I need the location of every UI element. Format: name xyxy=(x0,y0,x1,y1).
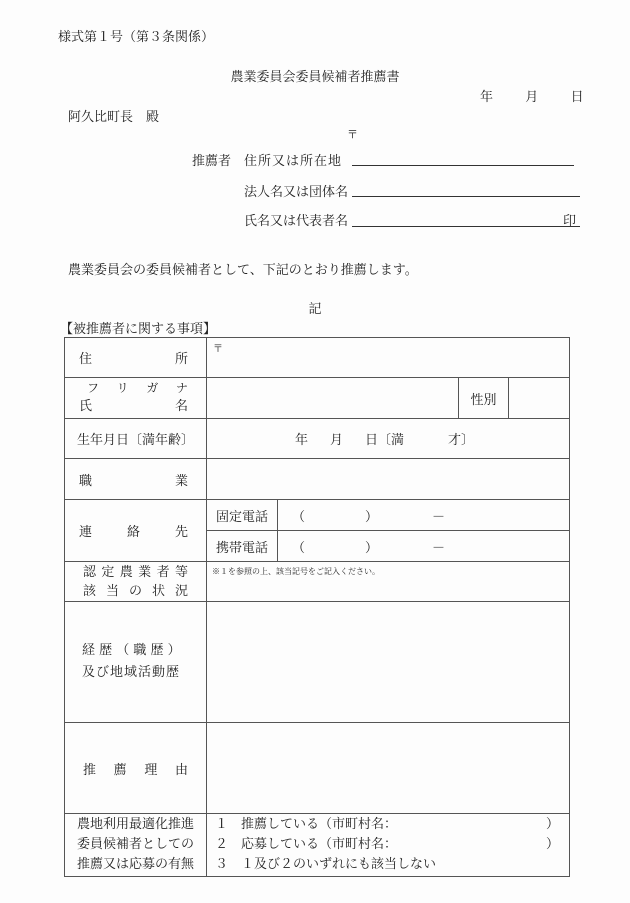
furigana-char: ガ xyxy=(146,381,159,395)
option-close: ） xyxy=(545,817,559,832)
row-address xyxy=(65,338,570,378)
label-char: 農 xyxy=(119,564,133,580)
nominee-table xyxy=(64,337,570,877)
mobile-label: 携帯電話 xyxy=(207,531,278,562)
certified-label-cell xyxy=(65,562,207,602)
career-label-line1: 経 歴 （ 職 歴 ） xyxy=(82,643,181,658)
option-text: １ 推薦している（市町村名： xyxy=(215,817,398,832)
date-year: 年 xyxy=(480,90,494,105)
option-text: ３ １及び２のいずれにも該当しない xyxy=(215,857,437,872)
birth-input-cell[interactable] xyxy=(207,419,570,459)
open-paren: （ xyxy=(292,540,306,556)
option-close: ） xyxy=(545,837,559,852)
optimization-label-line: 推薦又は応募の有無 xyxy=(76,857,194,872)
reason-label-char: 理 xyxy=(144,762,158,778)
birth-day: 日〔満 xyxy=(365,433,405,448)
close-paren: ） xyxy=(365,540,379,556)
label-char: 当 xyxy=(105,583,119,599)
statement: 農業委員会の委員候補者として、下記のとおり推薦します。 xyxy=(68,263,418,278)
date-line xyxy=(480,86,584,105)
row-reason xyxy=(65,723,570,814)
label-char: 等 xyxy=(174,564,188,580)
document-title: 農業委員会委員候補者推薦書 xyxy=(230,70,400,85)
birth-month: 月 xyxy=(330,433,344,448)
name-label: 氏名又は代表者名 xyxy=(244,214,349,229)
dash: － xyxy=(432,540,446,556)
form-number: 様式第１号（第３条関係） xyxy=(58,30,215,45)
occupation-label-cell xyxy=(65,459,207,500)
org-label: 法人名又は団体名 xyxy=(244,185,349,200)
close-paren: ） xyxy=(365,509,379,525)
career-label-cell xyxy=(65,602,207,723)
optimization-label-line: 委員候補者としての xyxy=(76,837,194,852)
address-label-right: 所 xyxy=(174,352,188,367)
label-char: 認 xyxy=(83,564,97,580)
option-text: ２ 応募している（市町村名： xyxy=(215,837,398,852)
furigana-char: フ xyxy=(87,381,100,395)
furigana-char: リ xyxy=(116,381,129,395)
occupation-input-cell[interactable] xyxy=(207,459,570,500)
label-char: 況 xyxy=(174,583,188,599)
occupation-label-left: 職 xyxy=(79,473,93,489)
row-birth xyxy=(65,419,570,459)
section-title: 【被推薦者に関する事項】 xyxy=(60,322,217,337)
ki-heading: 記 xyxy=(308,302,322,317)
seal-mark: 印 xyxy=(563,214,577,229)
occupation-label-right: 業 xyxy=(174,473,188,489)
recommender-postal-mark: 〒 xyxy=(347,128,358,141)
open-paren: （ xyxy=(292,509,306,525)
career-label-line2: 及び地域活動歴 xyxy=(82,665,181,680)
birth-age: 才〕 xyxy=(448,433,475,448)
option-neither[interactable] xyxy=(215,855,569,875)
gender-label: 性別 xyxy=(459,378,509,419)
row-name xyxy=(65,378,570,419)
reason-label-char: 由 xyxy=(174,762,188,778)
landline-input-cell[interactable] xyxy=(278,500,570,531)
row-optimization xyxy=(65,814,570,877)
optimization-label-line: 農地利用最適化推進 xyxy=(76,817,194,832)
address-label-left: 住 xyxy=(79,352,93,367)
label-char: 該 xyxy=(83,583,97,599)
org-field-line[interactable] xyxy=(352,196,580,197)
reason-label-char: 推 xyxy=(83,762,97,778)
label-char: の xyxy=(128,583,142,599)
label-char: 業 xyxy=(138,564,152,580)
recommender-label: 推薦者 xyxy=(192,154,232,169)
address-postal-mark: 〒 xyxy=(213,344,223,355)
address-label-cell xyxy=(65,338,207,378)
contact-label-char: 先 xyxy=(174,525,188,540)
address-label: 住所又は所在地 xyxy=(244,154,343,169)
reason-label-cell xyxy=(65,723,207,814)
mobile-input-cell[interactable] xyxy=(278,531,570,562)
birth-year: 年 xyxy=(295,433,309,448)
birth-label: 生年月日〔満年齢〕 xyxy=(65,419,207,459)
address-input-cell[interactable] xyxy=(207,338,570,378)
contact-label-cell xyxy=(65,500,207,562)
row-occupation xyxy=(65,459,570,500)
reason-input-cell[interactable] xyxy=(207,723,570,814)
certified-note: ※１を参照の上、該当記号をご記入ください。 xyxy=(212,567,380,576)
name-label-cell xyxy=(65,378,207,419)
label-char: 定 xyxy=(101,564,115,580)
dash: － xyxy=(432,509,446,525)
row-landline xyxy=(65,500,570,531)
name-label-left: 氏 xyxy=(79,399,93,414)
option-recommended[interactable] xyxy=(215,815,569,835)
contact-label-char: 絡 xyxy=(126,525,140,540)
reason-label-char: 薦 xyxy=(113,762,127,778)
contact-label-char: 連 xyxy=(79,525,93,540)
optimization-options-cell xyxy=(207,814,570,877)
label-char: 状 xyxy=(151,583,165,599)
option-applied[interactable] xyxy=(215,835,569,855)
name-label-right: 名 xyxy=(174,399,188,414)
furigana-char: ナ xyxy=(175,381,188,395)
row-certified xyxy=(65,562,570,602)
address-field-line[interactable] xyxy=(352,165,574,166)
name-input-cell[interactable] xyxy=(207,378,459,419)
date-day: 日 xyxy=(570,90,584,105)
landline-label: 固定電話 xyxy=(207,500,278,531)
certified-input-cell[interactable] xyxy=(207,562,570,602)
date-month: 月 xyxy=(525,90,539,105)
addressee: 阿久比町長 殿 xyxy=(68,110,160,125)
career-input-cell[interactable] xyxy=(207,602,570,723)
row-career xyxy=(65,602,570,723)
label-char: 者 xyxy=(156,564,170,580)
optimization-label-cell xyxy=(65,814,207,877)
gender-input-cell[interactable] xyxy=(509,378,570,419)
name-field-line[interactable] xyxy=(352,226,580,227)
